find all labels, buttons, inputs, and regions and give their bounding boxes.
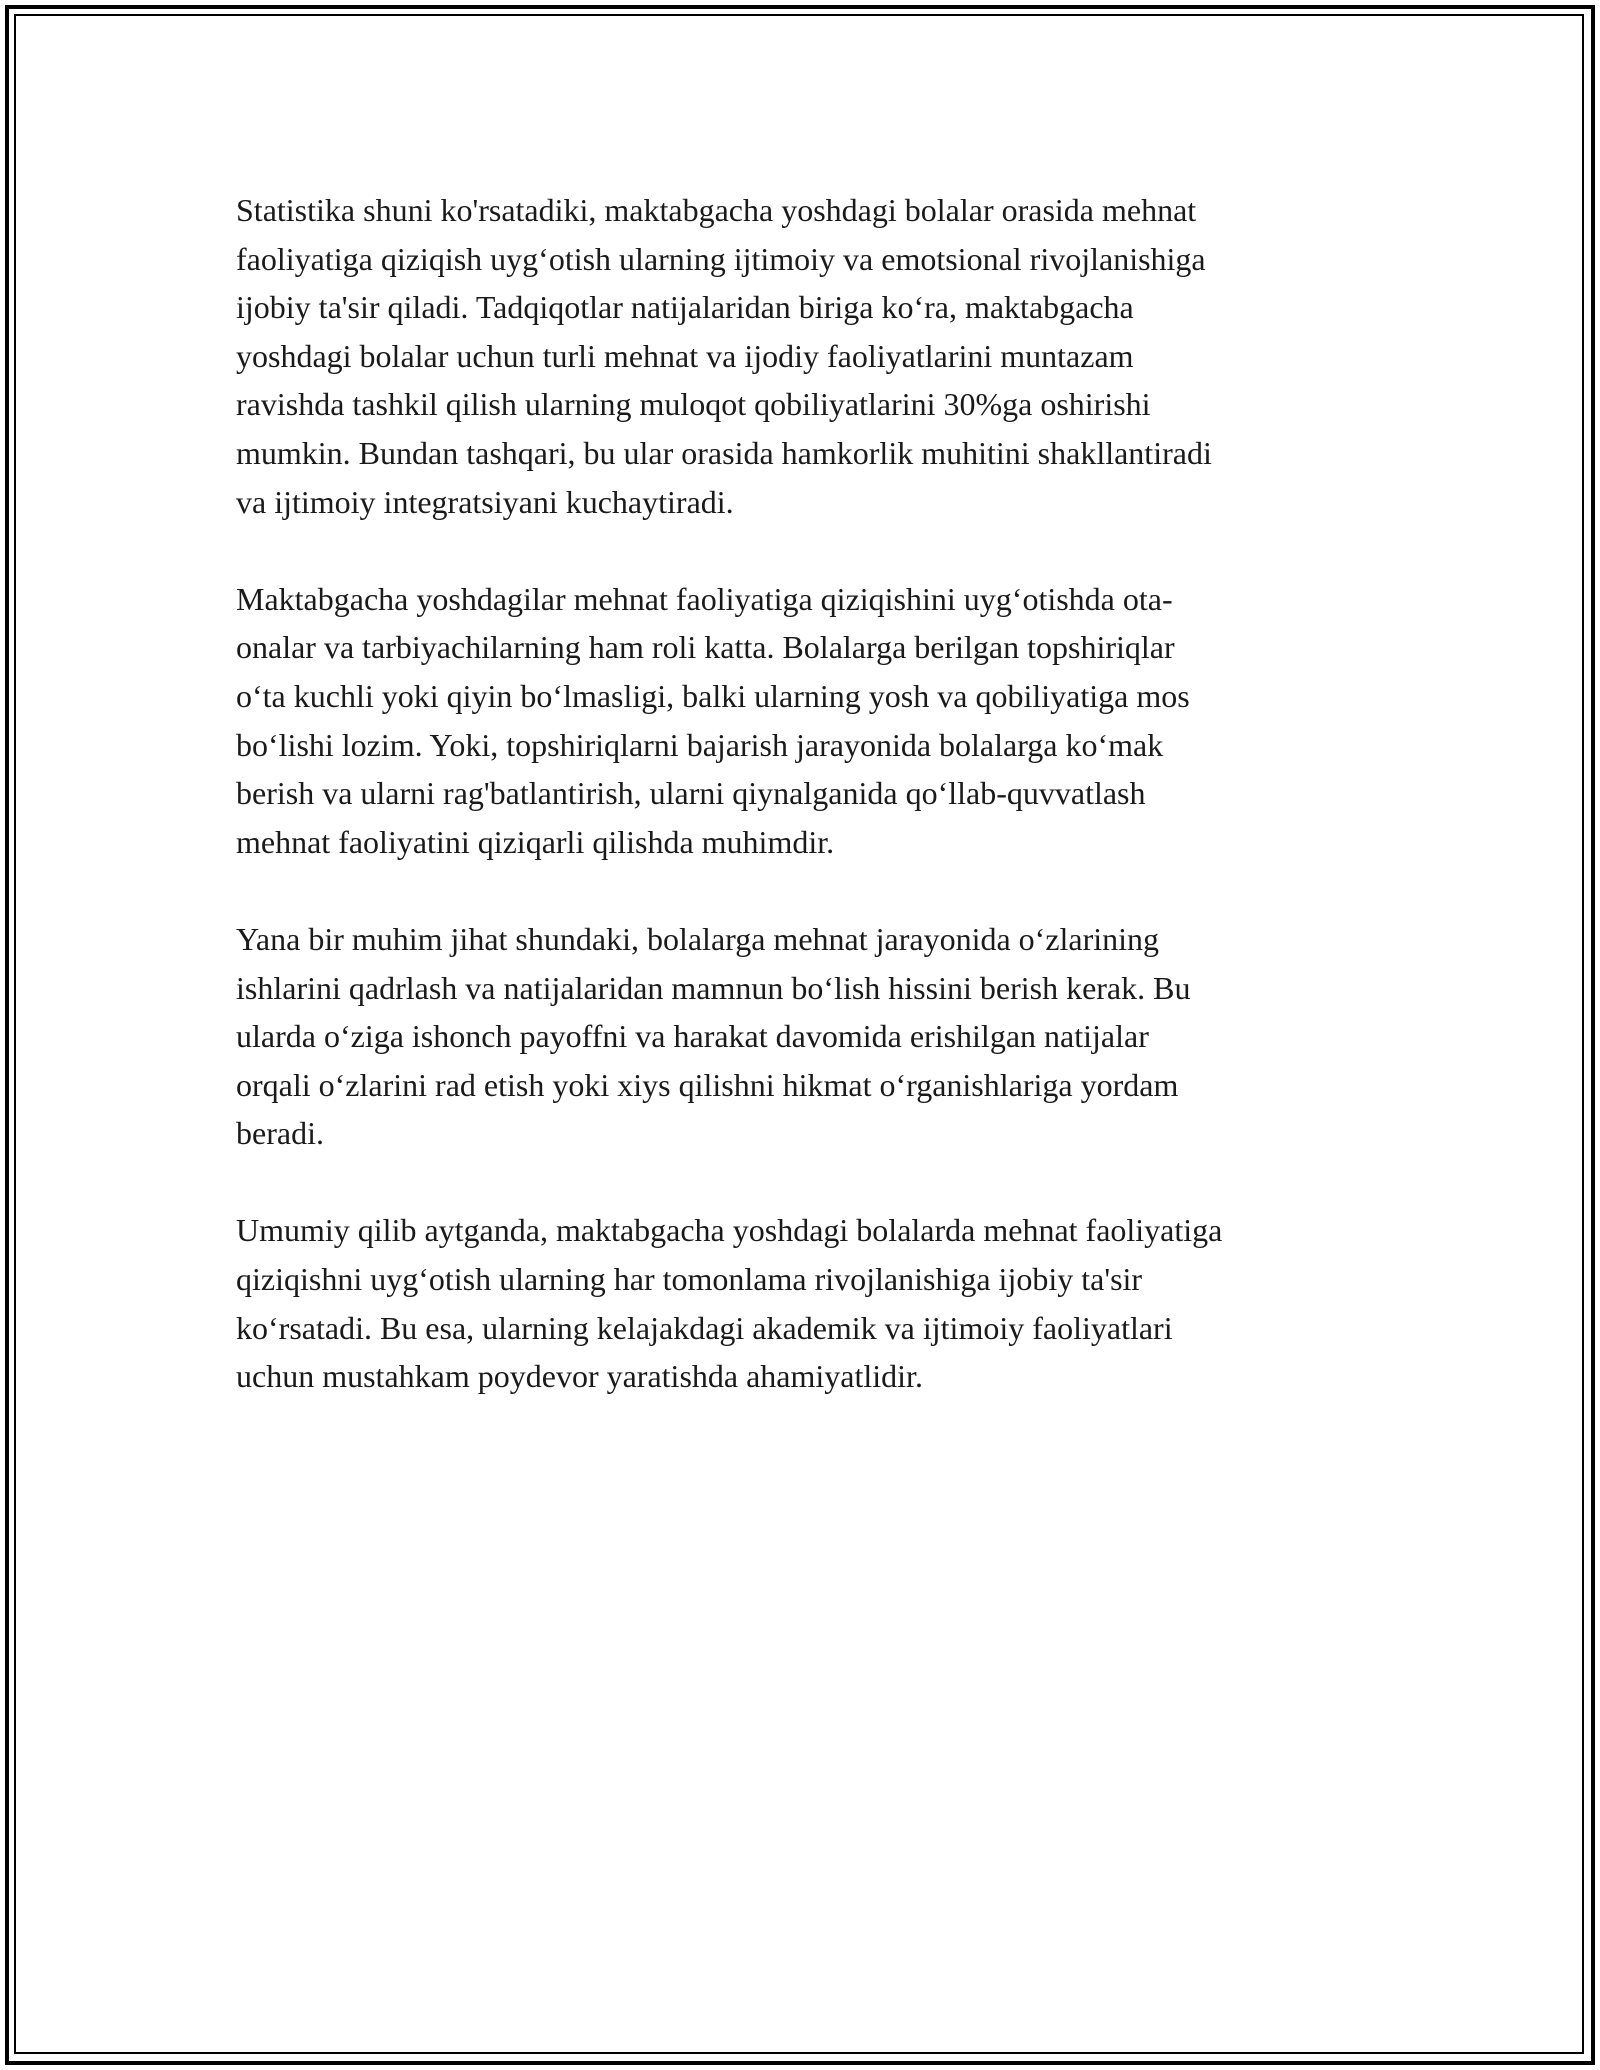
paragraph-3: Yana bir muhim jihat shundaki, bolalarga mehnat jarayonida o‘zlarining ishlarini qadrlash va natijalaridan mamnun bo‘lish hissini berish kerak. Bu ularda o‘ziga ishonch payoffni va harakat davomida erishilgan natijalar orqali o‘zlarini rad etish yoki xiys qilishni hikmat o‘rganishlariga yordam beradi.	[236, 920, 1191, 1152]
paragraph-4: Umumiy qilib aytganda, maktabgacha yoshdagi bolalarda mehnat faoliyatiga qiziqishni uyg‘otish ularning har tomonlama rivojlanishiga ijobiy ta'sir ko‘rsatadi. Bu esa, ularning kelajakdagi akademik va ijtimoiy faoliyatlari uchun mustahkam poydevor yaratishda ahamiyatlidir.	[236, 1212, 1223, 1395]
document-body	[236, 186, 1396, 1449]
paragraph-2: Maktabgacha yoshdagilar mehnat faoliyatiga qiziqishini uyg‘otishda ota- onalar va tarbiyachilarning ham roli katta. Bolalarga berilgan topshiriqlar o‘ta kuchli yoki qiyin bo‘lmasligi, balki ularning yosh va qobiliyatiga mos bo‘lishi lozim. Yoki, topshiriqlarni bajarish jarayonida bolalarga ko‘mak berish va ularni rag'batlantirish, ularni qiynalganida qo‘llab-quvvatlash mehnat faoliyatini qiziqarli qilishda muhimdir.	[236, 580, 1190, 860]
paragraph-1: Statistika shuni ko'rsatadiki, maktabgacha yoshdagi bolalar orasida mehnat faoliyatiga qiziqish uyg‘otish ularning ijtimoiy va emotsional rivojlanishiga ijobiy ta'sir qiladi. Tadqiqotlar natijalaridan biriga ko‘ra, maktabgacha yoshdagi bolalar uchun turli mehnat va ijodiy faoliyatlarini muntazam ravishda tashkil qilish ularning muloqot qobiliyatlarini 30%ga oshirishi mumkin. Bundan tashqari, bu ular orasida hamkorlik muhitini shakllantiradi va ijtimoiy integratsiyani kuchaytiradi.	[236, 192, 1212, 520]
